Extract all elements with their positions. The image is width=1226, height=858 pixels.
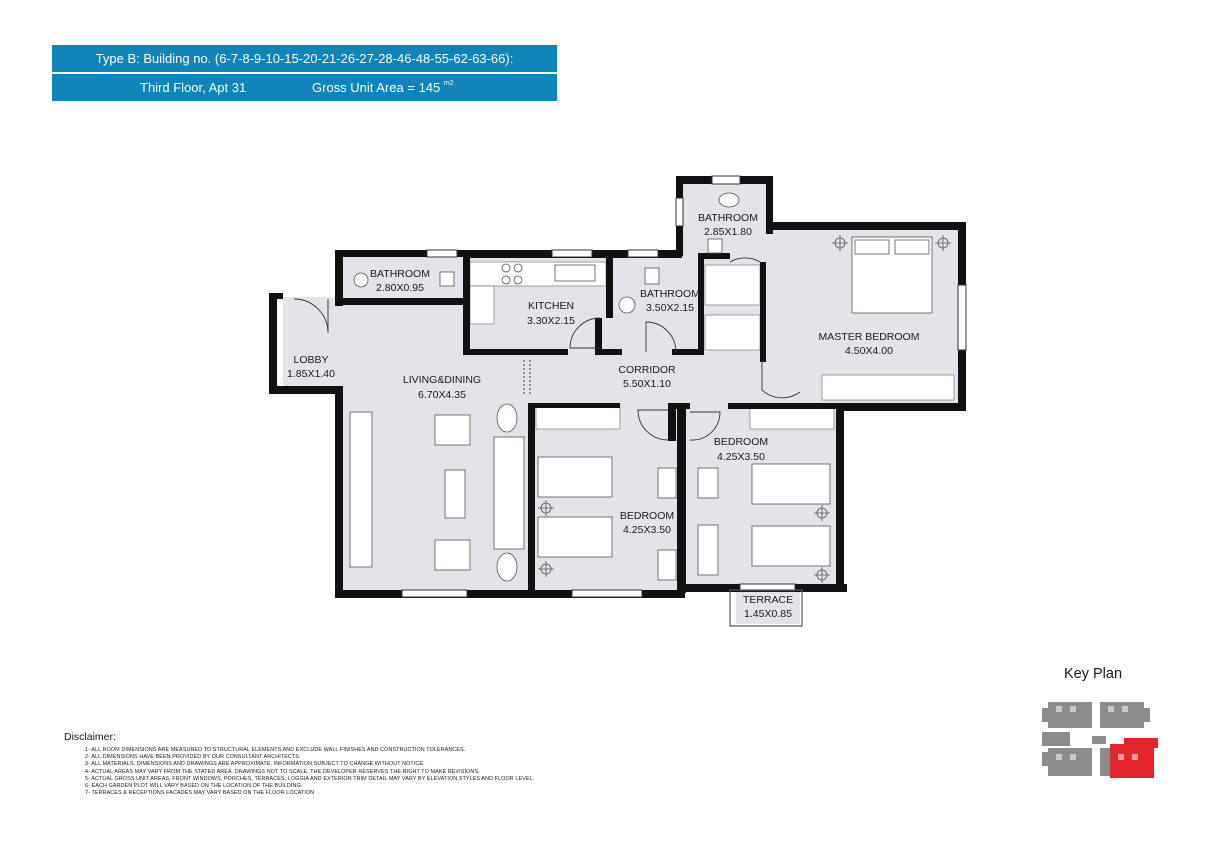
disclaimer-title: Disclaimer: bbox=[64, 731, 116, 743]
bed-icon bbox=[538, 517, 612, 557]
bathroom3-name: BATHROOM bbox=[698, 212, 758, 224]
sofa-icon bbox=[494, 437, 524, 549]
bed-icon bbox=[752, 464, 830, 504]
bedroom-left-size: 4.25X3.50 bbox=[623, 524, 671, 536]
kitchen-name: KITCHEN bbox=[527, 300, 575, 312]
sink-icon bbox=[719, 193, 739, 207]
kitchen-size: 3.30X2.15 bbox=[527, 315, 575, 327]
bathroom3-size: 2.85X1.80 bbox=[704, 226, 752, 238]
bedroom-right-size: 4.25X3.50 bbox=[717, 451, 765, 463]
kitchen-sink-icon bbox=[555, 265, 595, 281]
armchair-icon bbox=[435, 540, 470, 570]
toilet-icon bbox=[440, 272, 454, 286]
chair-icon bbox=[497, 553, 517, 581]
lobby-size: 1.85X1.40 bbox=[287, 368, 335, 380]
bedroom-left-name: BEDROOM bbox=[619, 510, 675, 522]
key-plan-title: Key Plan bbox=[1064, 666, 1123, 682]
coffee-table-icon bbox=[445, 470, 465, 518]
disclaimer-item: 7- TERRACES & RECEPTIONS FACADES MAY VARY BASED ON THE FLOOR LOCATION bbox=[85, 790, 315, 797]
disclaimer-item: 6- EACH GARDEN PLOT WILL VARY BASED ON THE LOCATION OF THE BUILDING. bbox=[85, 783, 303, 790]
sofa-icon bbox=[350, 412, 372, 567]
lobby-name: LOBBY bbox=[293, 354, 329, 366]
master-bedroom-size: 4.50X4.00 bbox=[845, 345, 893, 357]
disclaimer-item: 4- ACTUAL AREAS MAY VARY FROM THE STATED AREA. DRAWINGS NOT TO SCALE. THE DEVELOPER RESERVES THE RIGHT TO MAKE REVISIONS. bbox=[85, 768, 480, 775]
bed-icon bbox=[752, 526, 830, 566]
armchair-icon bbox=[435, 415, 470, 445]
toilet-icon bbox=[708, 239, 722, 253]
floor-apt-label: Third Floor, Apt 31 bbox=[140, 80, 247, 95]
disclaimer-list bbox=[64, 747, 684, 797]
terrace-size: 1.45X0.85 bbox=[744, 608, 792, 620]
disclaimer bbox=[64, 731, 684, 797]
key-plan-diagram bbox=[1036, 698, 1161, 783]
terrace-name: TERRACE bbox=[742, 594, 794, 606]
bed-icon bbox=[538, 457, 612, 497]
disclaimer-item: 5- ACTUAL GROSS UNIT AREAS, FRONT WINDOWS, PORCHES, TERRACES, LOGGIA AND EXTERIOR TRIM DETAIL MAY VARY BY ELEVATION STYLES AND FLOOR LEVEL. bbox=[85, 775, 535, 782]
corridor-size: 5.50X1.10 bbox=[623, 378, 671, 390]
gross-area-label: Gross Unit Area = 145 $^{m2}$ bbox=[312, 80, 454, 95]
sink-icon bbox=[619, 297, 635, 313]
chair-icon bbox=[497, 404, 517, 432]
bathroom2-size: 3.50X2.15 bbox=[646, 302, 694, 314]
disclaimer-item: 3- ALL MATERIALS, DIMENSIONS AND DRAWINGS ARE APPROXIMATE, INFORMATION SUBJECT TO CHANGE WITHOUT NOTICE. bbox=[85, 761, 425, 768]
corridor-name: CORRIDOR bbox=[618, 364, 676, 376]
disclaimer-item: 2- ALL DIMENSIONS HAVE BEEN PROVIDED BY OUR CONSULTANT ARCHITECTS. bbox=[85, 754, 301, 761]
master-bedroom-name: MASTER BEDROOM bbox=[818, 331, 920, 343]
header-line1: Type B: Building no. (6-7-8-9-10-15-20-21-26-27-28-46-48-55-62-63-66): bbox=[95, 51, 514, 66]
bathroom1-name: BATHROOM bbox=[370, 268, 430, 280]
living-dining-size: 6.70X4.35 bbox=[418, 389, 466, 401]
sink-icon bbox=[354, 273, 368, 287]
disclaimer-item: 1- ALL ROOM DIMENSIONS ARE MEASURED TO STRUCTURAL ELEMENTS AND EXCLUDE WALL FINISHES AND CONSTRUCTION TOLERANCES. bbox=[85, 747, 466, 753]
area-unit: m2 bbox=[443, 80, 454, 87]
living-dining-name: LIVING&DINING bbox=[402, 374, 482, 386]
toilet-icon bbox=[645, 268, 659, 284]
bedroom-right-name: BEDROOM bbox=[713, 436, 769, 448]
bathroom1-size: 2.80X0.95 bbox=[376, 282, 424, 294]
bathroom2-name: BATHROOM bbox=[640, 288, 700, 300]
